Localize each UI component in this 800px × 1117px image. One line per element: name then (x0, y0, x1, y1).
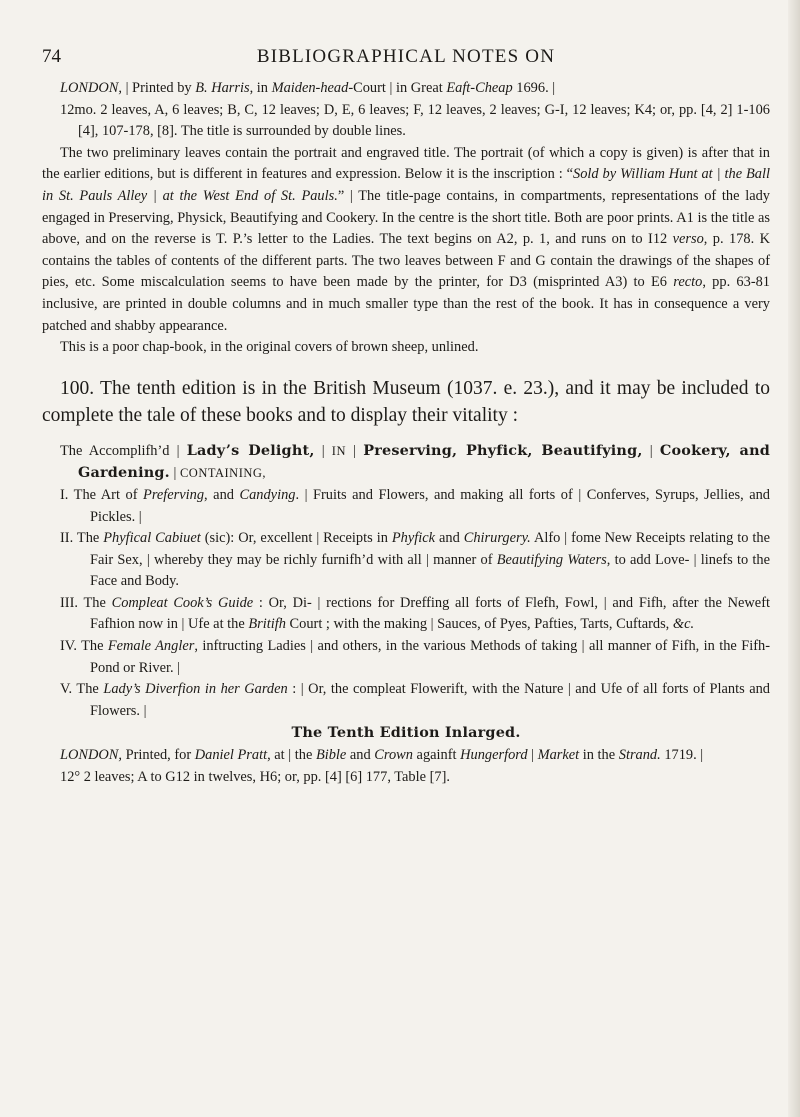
imprint-text: in the (579, 747, 619, 764)
description-paragraph (42, 143, 770, 337)
imprint-paragraph (60, 78, 770, 100)
contents-item (42, 593, 770, 636)
imprint-text: , in (249, 80, 272, 96)
title-text: | (169, 465, 180, 482)
imprint-italic: Market (537, 747, 580, 764)
item-text: The Art of (73, 486, 144, 503)
imprint-street: Maiden-head (271, 80, 349, 96)
contents-list (42, 485, 770, 788)
item-italic: Britifh (248, 616, 286, 633)
blackletter-edition: The Tenth Edition Inlarged. (291, 724, 521, 742)
item-text: , and (204, 486, 240, 503)
imprint-place: LONDON, (60, 747, 122, 764)
page-number: 74 (42, 46, 61, 67)
item-text: The (81, 638, 108, 655)
item-italic: Lady’s Diverfion in her Garden (103, 681, 288, 698)
item-text: Alfo | fome New Receipts relating to the Fair Sex, | whereby they may be richly furnifh’d with all | manner of (90, 530, 770, 568)
verso-word: verso (672, 231, 704, 248)
item-italic: Preferving (143, 486, 205, 503)
imprint-italic: Hungerford (460, 747, 528, 764)
item-number: V. (60, 681, 73, 698)
collation-block (42, 100, 770, 143)
imprint-text: -Court | in Great (348, 80, 447, 96)
imprint-text: 1696. | (512, 80, 556, 96)
item-text: The (83, 594, 112, 611)
entry-100-paragraph: 100. The tenth edition is in the British Museum (1037. e. 23.), and it may be included to complete the tale of these books and to display their vitality : (42, 377, 770, 426)
item-number: II. (60, 530, 74, 547)
item-text: Court ; with the making | Sauces, of Pyes, Pafties, Tarts, Cuftards, (285, 616, 673, 633)
blackletter-title: Cookery, and Gardening. (78, 441, 770, 482)
imprint-italic: Daniel Pratt (194, 747, 268, 764)
contents-item (42, 636, 770, 679)
description-block (42, 143, 770, 359)
description-text: , pp. 63-81 inclusive, are printed in double columns and in much smaller type than the rest of the book. It has in consequence a very patched and shabby appearance. (42, 274, 770, 334)
imprint-text: againft (412, 747, 461, 764)
item-italic: Beautifying Waters (496, 551, 607, 568)
imprint-italic: Strand. (618, 747, 661, 764)
edition-line (42, 722, 770, 745)
contents-item (42, 679, 770, 722)
item-number: I. (60, 486, 69, 503)
item-italic: Compleat Cook’s Guide (111, 594, 254, 611)
item-text: The (76, 530, 104, 547)
imprint-text: 1719. | (660, 747, 704, 764)
item-italic: Candying (239, 486, 296, 503)
recto-word: recto (673, 274, 703, 291)
imprint-1719 (42, 745, 770, 767)
title-text: | (642, 442, 660, 459)
item-text: and (435, 530, 464, 547)
title-text: | (314, 442, 332, 459)
running-title: BIBLIOGRAPHICAL NOTES ON (256, 46, 556, 67)
title-transcription (42, 440, 770, 485)
imprint-text: | (527, 747, 538, 764)
item-italic: Chirurgery. (463, 530, 531, 547)
contents-item (42, 485, 770, 528)
item-number: III. (60, 594, 78, 611)
imprint-text: Printed, for (121, 747, 195, 764)
imprint-text: , at | the (267, 747, 316, 764)
item-text: , inftructing Ladies | and others, in the various Methods of taking | all manner of Fifh, in the Fifh-Pond or River. | (90, 638, 770, 676)
title-text: The Accomplifh’d | (60, 442, 187, 459)
collation-1719: 12° 2 leaves; A to G12 in twelves, H6; or, pp. [4] [6] 177, Table [7]. (60, 768, 450, 785)
item-text: : | Or, the compleat Flowerift, with the Nature | and Ufe of all forts of Plants and Flowers. | (90, 681, 770, 719)
title-paragraph (60, 440, 770, 485)
collation-paragraph: 12mo. 2 leaves, A, 6 leaves; B, C, 12 leaves; D, E, 6 leaves; F, 12 leaves, 2 leaves; G-I, 12 leaves; K4; or, pp. [4, 2] 1-106 [4], 107-178, [8]. The title is surrounded by double lines. (60, 101, 770, 140)
blackletter-title: Preserving, Phyfick, Beautifying, (363, 441, 643, 459)
item-text: (sic): Or, excellent | Receipts in (200, 530, 392, 547)
imprint-printer: B. Harris (195, 80, 250, 96)
imprint-italic: Bible (315, 747, 347, 764)
condition-paragraph: This is a poor chap-book, in the original covers of brown sheep, unlined. (60, 339, 479, 356)
imprint-street: Eaft-Cheap (446, 80, 513, 96)
imprint-text: and (346, 747, 375, 764)
imprint-italic: Crown (374, 747, 413, 764)
item-number: IV. (60, 638, 77, 655)
item-italic: Female Angler (107, 638, 195, 655)
inscription-quote: Sold by William Hunt at | the Ball in St. Pauls Alley | at the West End of St. Pauls. (42, 166, 770, 204)
entry-imprint-1696 (42, 78, 770, 100)
description-text: ” | The title-page contains, in compartments, representations of the lady engaged in Preserving, Physick, Beautifying and Cookery. In the centre is the short title. Both are poor prints. A1 is the title as above, and on the reverse is T. P.’s letter to the Ladies. The text begins on A2, p. 1, and runs on to I12 (42, 187, 770, 248)
title-text: IN (331, 443, 346, 458)
item-text: The (76, 681, 104, 698)
blackletter-title: Lady’s Delight, (186, 441, 315, 459)
book-page (42, 0, 770, 1117)
description-text: , p. 178. K contains the tables of contents of the different parts. The two leaves between F and G contain the drawings of the shapes of pies, etc. Some miscalculation seems to have been made by the printer, for D3 (misprinted A3) to E6 (42, 231, 770, 291)
item-italic: Phyfical Cabiuet (103, 530, 201, 547)
item-text: , to add Love- | linefs to the Face and Body. (90, 551, 770, 590)
page-header (42, 0, 770, 78)
description-text: The two preliminary leaves contain the portrait and engraved title. The portrait (of which a copy is given) is after that in the earlier editions, but is different in features and expression. Below it is the inscription : “ (42, 144, 770, 183)
item-text: . | Fruits and Flowers, and making all forts of | Conferves, Syrups, Jellies, and Pickles. | (90, 486, 770, 525)
item-italic: &c. (672, 616, 695, 633)
page-edge-shadow (788, 0, 800, 1117)
imprint-text: | Printed by (121, 80, 196, 96)
item-text: : Or, Di- | rections for Dreffing all forts of Flefh, Fowl, | and Fifh, after the Neweft Fafhion now in | Ufe at the (90, 594, 770, 633)
title-text: CONTAINING, (179, 466, 267, 481)
title-text: | (345, 442, 364, 459)
contents-item (42, 528, 770, 593)
item-italic: Phyfick (391, 530, 436, 547)
imprint-place: LONDON, (60, 80, 122, 96)
entry-100-intro (42, 375, 770, 429)
